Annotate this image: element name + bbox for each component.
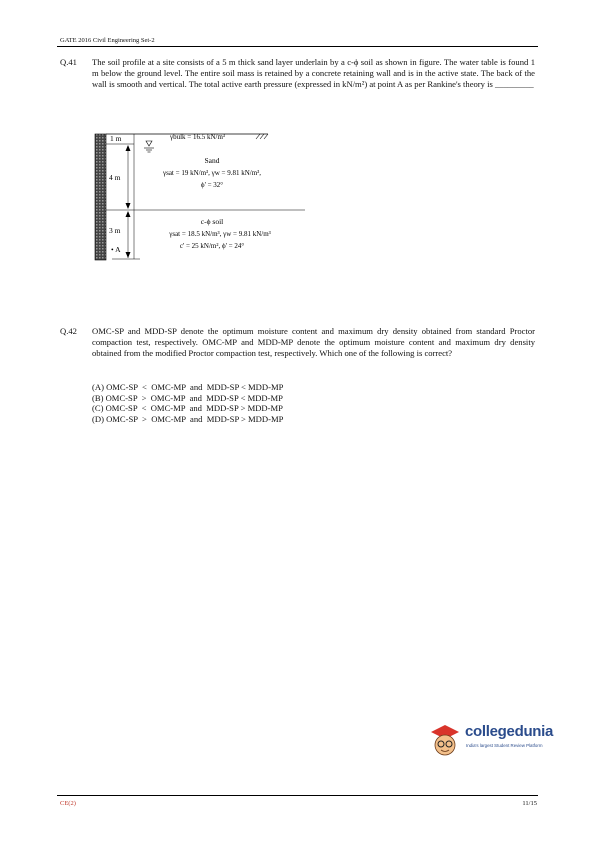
option-c: (C) OMC-SP < OMC-MP and MDD-SP > MDD-MP xyxy=(92,403,283,414)
question-42-number: Q.42 xyxy=(60,326,77,336)
footer-paper-code: CE(2) xyxy=(60,800,76,807)
gamma-bulk-label: γbulk = 16.5 kN/m³ xyxy=(170,133,226,141)
retaining-wall xyxy=(95,134,106,260)
logo-wordmark: collegedunia xyxy=(465,723,554,740)
point-a-label: • A xyxy=(111,245,121,254)
dim-1m-label: 1 m xyxy=(110,134,122,143)
footer-rule xyxy=(57,795,538,796)
ground-hatch-icon xyxy=(256,134,268,139)
sand-properties: γsat = 19 kN/m³, γw = 9.81 kN/m³, xyxy=(163,169,261,177)
question-42-text: OMC-SP and MDD-SP denote the optimum moisture content and maximum dry density obtained from standard Proctor compaction test, respectively. OMC-MP and MDD-MP denote the optimum moisture content and maximum dry density obtained from the modified Proctor compaction test, respectively. Which one of the following is correct? xyxy=(92,326,535,358)
clay-title: c-ϕ soil xyxy=(200,217,224,226)
option-b: (B) OMC-SP > OMC-MP and MDD-SP < MDD-MP xyxy=(92,392,283,403)
question-41-text: The soil profile at a site consists of a 5 m thick sand layer underlain by a c-ϕ soil as shown in figure. The water table is found 1 m below the ground level. The entire soil mass is retained by a concrete retaining wall and is in the active state. The back of the wall is smooth and vertical. The total active earth pressure (expressed in kN/m²) at point A as per Rankine's theory is _________ xyxy=(92,57,535,89)
soil-profile-figure xyxy=(90,128,310,268)
question-41-number: Q.41 xyxy=(60,57,77,67)
question-42-options xyxy=(92,382,283,424)
clay-properties: γsat = 18.5 kN/m³, γw = 9.81 kN/m³ xyxy=(169,230,271,238)
page-header: GATE 2016 Civil Engineering Set-2 xyxy=(60,37,155,44)
option-d: (D) OMC-SP > OMC-MP and MDD-SP > MDD-MP xyxy=(92,413,284,424)
dim-4m-label: 4 m xyxy=(109,173,121,182)
collegedunia-logo xyxy=(425,718,575,760)
header-rule xyxy=(57,46,538,47)
footer-page-number: 11/15 xyxy=(522,800,537,807)
option-a: (A) OMC-SP < OMC-MP and MDD-SP < MDD-MP xyxy=(92,382,284,392)
mascot-icon xyxy=(427,720,463,758)
clay-cohesion: c' = 25 kN/m², ϕ' = 24° xyxy=(179,242,245,250)
logo-tagline: India's largest Student Review Platform xyxy=(466,743,543,748)
sand-friction-angle: ϕ' = 32° xyxy=(200,181,224,189)
water-table-icon xyxy=(144,141,154,152)
dim-3m-label: 3 m xyxy=(109,226,121,235)
sand-title: Sand xyxy=(204,156,220,165)
